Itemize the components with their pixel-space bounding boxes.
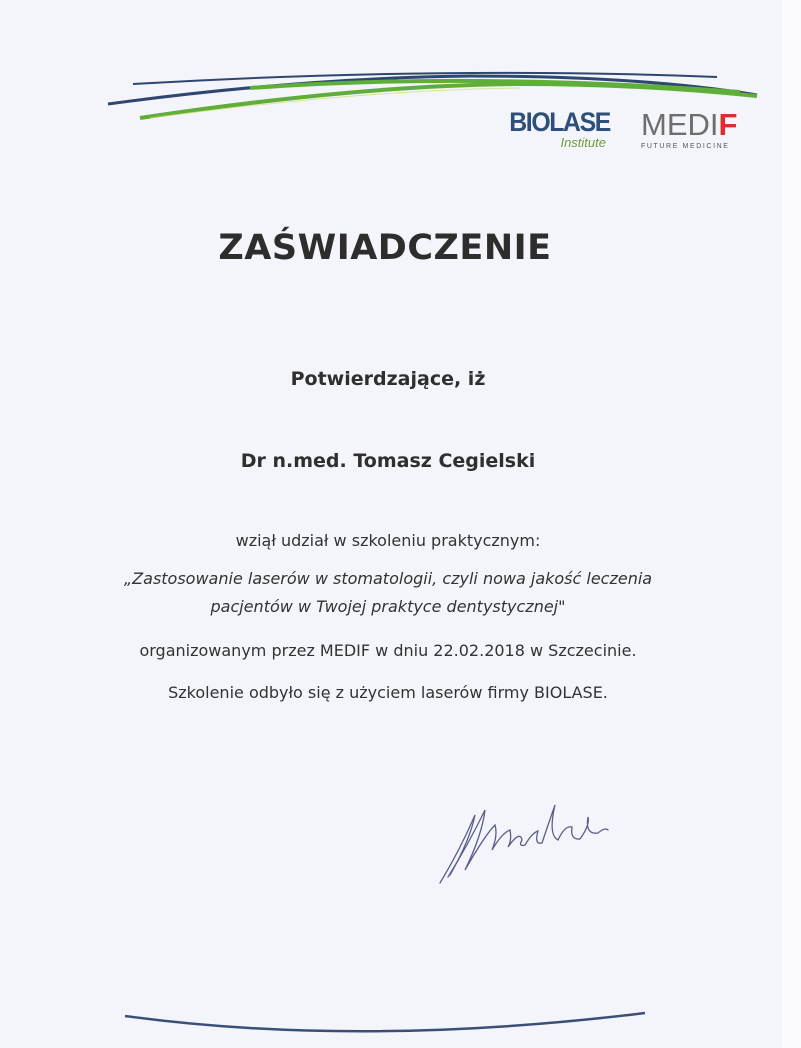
medif-brand-text [641,107,759,142]
decorative-swoosh-bottom [0,990,801,1040]
handwritten-signature [430,795,620,890]
confirmation-text: Potwierdzające, iż [290,368,486,390]
biolase-institute-logo [500,108,610,150]
medif-tagline: FUTURE MEDICINE [641,143,730,150]
biolase-brand-text: BIOLASE [509,107,610,137]
medif-brand-main: MEDI [641,107,719,142]
certificate-title: ZAŚWIADCZENIE [218,228,552,268]
recipient-name: Dr n.med. Tomasz Cegielski [240,450,536,472]
course-title-line-1: „Zastosowanie laserów w stomatologii, czyli nowa jakość leczenia [123,569,653,588]
medif-brand-accent: F [718,107,738,142]
biolase-institute-subtext: Institute [560,135,606,150]
medif-logo [641,107,759,151]
organizer-text: organizowanym przez MEDIF w dniu 22.02.2018 w Szczecinie. [139,641,637,660]
equipment-text: Szkolenie odbyło się z użyciem laserów firmy BIOLASE. [168,683,608,702]
scan-edge [782,0,801,1048]
participation-text: wziął udział w szkoleniu praktycznym: [235,531,541,550]
course-title-line-2: pacjentów w Twojej praktyce dentystycznej" [210,597,566,616]
